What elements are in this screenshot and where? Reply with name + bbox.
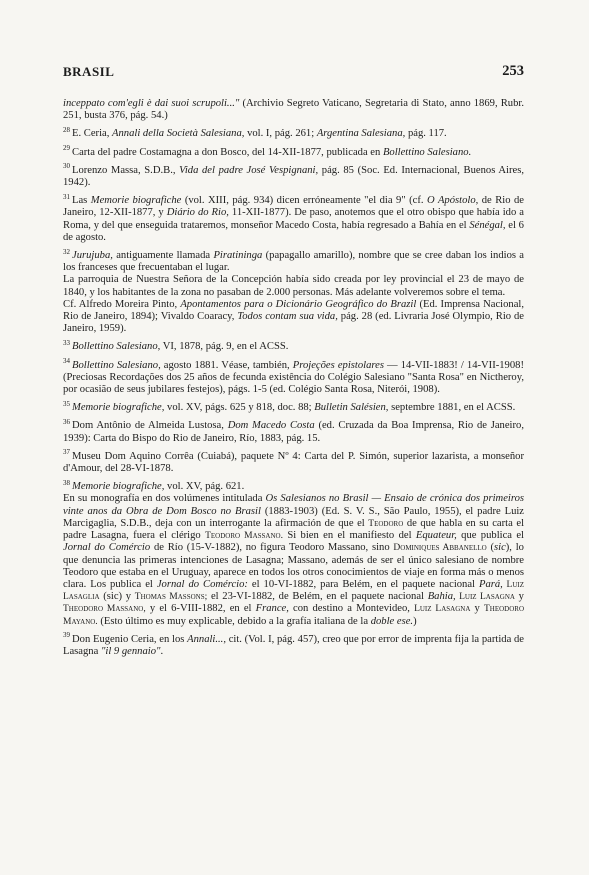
footnote-number: 31 — [63, 192, 70, 201]
footnote-29: $^{29}$ Carta del padre Costamagna a don Bosco, del 14-XII-1877, publicada en Bollettino Salesiano. — [63, 144, 472, 158]
footnote-number: 30 — [63, 162, 70, 171]
footnote-number: 34 — [63, 357, 70, 366]
footnote-number: 35 — [63, 399, 70, 408]
footnotes — [63, 98, 524, 664]
footnote-number: 29 — [63, 144, 70, 153]
footnote-30: $^{30}$ Lorenzo Massa, S.D.B., Vida del padre José Vespignani, pág. 85 (Soc. Ed. Internacional, Buenos Aires, 1942). — [63, 162, 524, 189]
footnote-33: $^{33}$ Bollettino Salesiano, VI, 1878, pág. 9, en el ACSS. — [63, 338, 289, 353]
footnote-39: $^{39}$ Don Eugenio Ceria, en los Annali..., cit. (Vol. I, pág. 457), creo que por error de imprenta fija la partida de Lasagna "il 9 gennaio". — [63, 631, 524, 657]
page-header — [63, 64, 524, 84]
footnote-number: 37 — [63, 448, 70, 457]
footnote-37: $^{37}$ Museu Dom Aquino Corrêa (Cuiabá), paquete Nº 4: Carta del P. Simón, superior lazarista, a monseñor d'Amour, del 28-VI-1878. — [63, 448, 524, 475]
running-head: BRASIL — [63, 64, 115, 79]
footnote-number: 28 — [63, 125, 70, 134]
page-number: 253 — [502, 63, 524, 79]
footnote-27-continuation: inceppato com'egli è dai suoi scrupoli..." (Archivio Segreto Vaticano, Segretaria di Stato, anno 1869, Rubr. 251, busta 376, pág. 54.) — [63, 98, 524, 122]
footnote-number: 32 — [63, 247, 70, 256]
footnote-32: $^{32}$ Jurujuba, antiguamente llamada Piratininga (papagallo amarillo), nombre que se cree daban los indios a los franceses que frecuentaban el lugar. La parroquia de Nuestra Señora de la Concepción había sido creada por ley provincial el 23 de mayo de 1840, y los habitantes de la zona no pasaban de 2.000 personas. Más adelante volveremos sobre el tema. Cf. Alfredo Moreira Pinto, Apontamentos para o Dicionário Geográfico do Brazil (Ed. Imprensa Nacional, Rio de Janeiro, 1894); Vivaldo Coaracy, Todos contam sua vida, pág. 28 (ed. Livraria José Olympio, Rio de Janeiro, 1959). — [63, 247, 525, 335]
footnote-35: $^{35}$ Memorie biografiche, vol. XV, págs. 625 y 818, doc. 88; Bulletin Salésien, septembre 1881, en el ACSS. — [63, 399, 516, 414]
footnote-34: $^{34}$ Bollettino Salesiano, agosto 1881. Véase, también, Projeções epistolares — 14-VII-1883! / 14-VII-1908! (Preciosas Recordações dos 25 años de fecunda existência do Colégio Salesiano "Santa Rosa" en Nictheroy, por ocasião de seus jubilares festejos), págs. 1-5 (ed. Colégio Santa Rosa, Niterói, 1908). — [63, 357, 524, 396]
footnote-28: $^{28}$ E. Ceria, Annali della Società Salesiana, vol. I, pág. 261; Argentina Salesiana, pág. 117. — [63, 125, 447, 140]
footnote-number: 36 — [63, 417, 70, 426]
footnote-number: 33 — [63, 338, 70, 347]
footnote-number: 39 — [63, 631, 70, 640]
footnote-38: $^{38}$ Memorie biografiche, vol. XV, pág. 621. En su monografía en dos volúmenes intitulada Os Salesianos no Brasil — Ensaio de crónica dos primeiros vinte anos da Obra de Dom Bosco no Brasil (1883-1903) (Ed. S. V. S., São Paulo, 1955), el padre Luiz Marcigaglia, S.D.B., deja con un interrogante la afirmación de que el Teodoro de que habla en su carta el padre Lasagna, fuera el clérigo Teodoro Massano. Si bien en el manifiesto del Equateur, que publica el Jornal do Comércio de Río (15-V-1882), no figura Teodoro Massano, sino Dominiques Abbanello (sic), lo que denuncia las primeras intenciones de Lasagna; Massano, además de ser el único salesiano de nombre Teodoro que estaba en el Uruguay, aparece en todos los otros conocimientos de viaje en forma más o menos clara. Los publica el Jornal do Comércio: el 10-VI-1882, para Belém, en el paquete nacional Pará, Luiz Lasaglia (sic) y Thomas Massons; el 23-VI-1882, de Belém, en el paquete nacional Bahia, Luiz Lasagna y Theodoro Massano, y el 6-VIII-1882, en el France, con destino a Montevideo, Luiz Lasagna y Theodoro Mayano. (Esto último es muy explicable, debido a la grafía italiana de la doble ese.) — [63, 478, 525, 627]
footnote-31: $^{31}$ Las Memorie biografiche (vol. XIII, pág. 934) dicen erróneamente "el dia 9" (cf. O Apóstolo, de Rio de Janeiro, 12-XII-1877, y Diário do Rio, 11-XII-1877). De paso, anotemos que el otro obispo que había ido a Roma, y del que enseguida trataremos, monseñor Macedo Costa, había regresado a Bahía en el Sénégal, el 6 de agosto. — [63, 192, 524, 243]
footnote-36: $^{36}$ Dom Antônio de Almeida Lustosa, Dom Macedo Costa (ed. Cruzada da Boa Imprensa, Rio de Janeiro, 1939): Carta do Bispo do Rio de Janeiro, Río, 1883, pág. 15. — [63, 417, 524, 444]
footnote-number: 38 — [63, 478, 70, 487]
